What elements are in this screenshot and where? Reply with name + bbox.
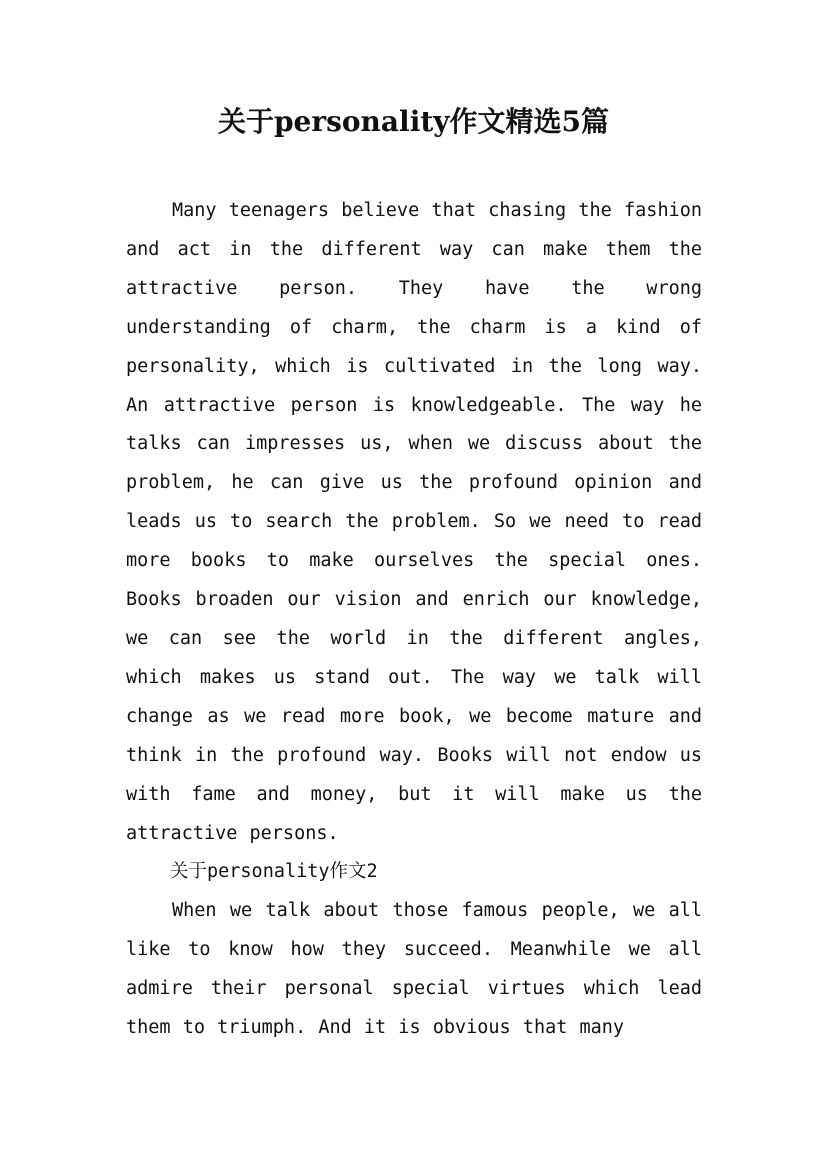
paragraph-2: When we talk about those famous people, we all like to know how they succeed. Meanwhile we all admire their personal special virtues which lead them to triumph. And it is obvious that many <box>126 900 702 1039</box>
section-heading-2: 关于personality作文2 <box>170 861 378 883</box>
document-body <box>126 192 702 1048</box>
paragraph-1: Many teenagers believe that chasing the fashion and act in the different way can make them the attractive person. They have the wrong understanding of charm, the charm is a kind of personality, which is cultivated in the long way. An attractive person is knowledgeable. The way he talks can impresses us, when we discuss about the problem, he can give us the profound opinion and leads us to search the problem. So we need to read more books to make ourselves the special ones. Books broaden our vision and enrich our knowledge, we can see the world in the different angles, which makes us stand out. The way we talk will change as we read more book, we become mature and think in the profound way. Books will not endow us with fame and money, but it will make us the attractive persons. <box>126 200 702 844</box>
document-title: 关于personality作文精选5篇 <box>217 105 610 138</box>
